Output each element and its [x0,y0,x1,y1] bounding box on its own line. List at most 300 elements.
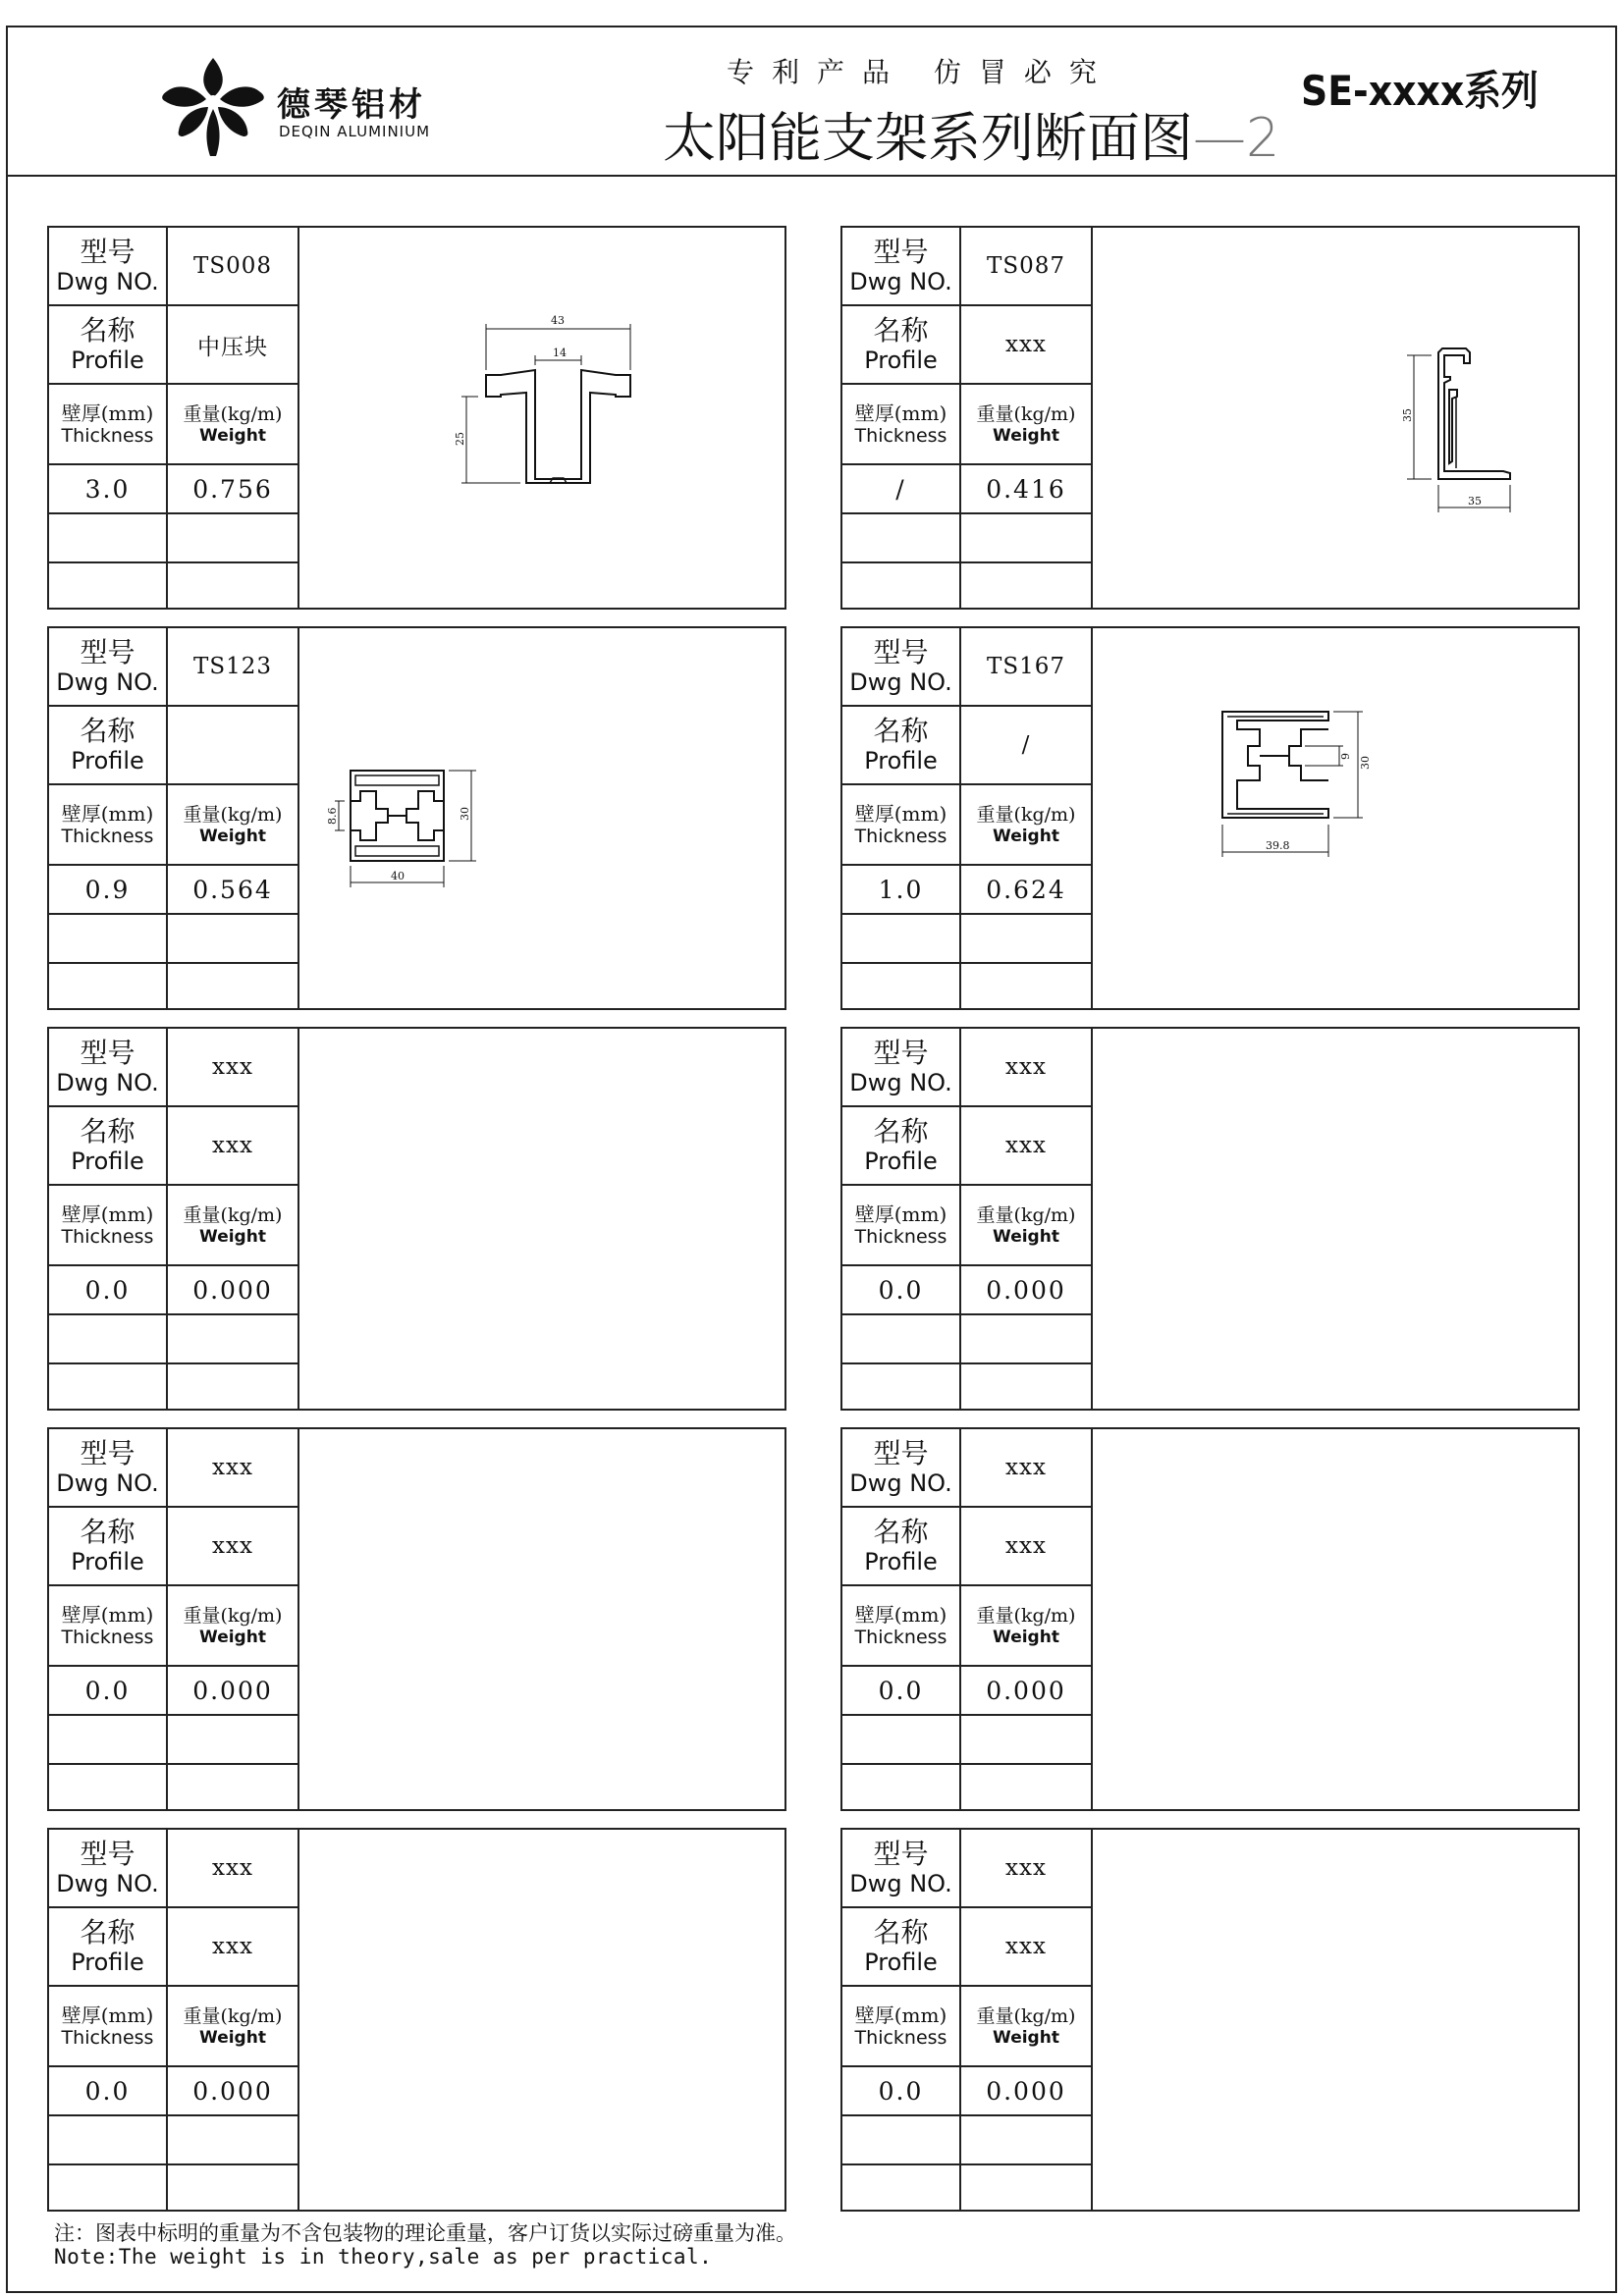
thickness-value-cell [842,866,961,913]
empty-cell [961,915,1091,962]
profile-label-en: Profile [71,1148,144,1175]
title-number: 2 [1246,107,1280,169]
spec-row [49,1765,298,1809]
weight-label-cn: 重量(kg/m) [976,1203,1076,1226]
empty-cell [168,915,298,962]
weight-label-en: Weight [199,1627,266,1647]
weight-label [961,1586,1091,1665]
spec-row [842,785,1091,866]
weight-label [168,1186,298,1264]
dwg-value-cell [168,628,298,705]
spec-row [49,915,298,964]
thickness-label-en: Thickness [854,2027,947,2049]
thickness-value-cell [49,1667,168,1714]
spec-row [842,964,1091,1008]
profile-label [49,707,168,783]
spec-table [842,1830,1093,2210]
empty-cell [168,2116,298,2163]
spec-row [842,1987,1091,2067]
profile-drawing-ts123 [299,628,784,1008]
weight-value-cell [961,1667,1091,1714]
profile-value: xxx [1005,1133,1047,1158]
thickness-value: 0.0 [878,2076,924,2106]
spec-row [49,2165,298,2210]
profile-label-en: Profile [864,747,938,774]
company-logo [157,54,442,162]
profile-card [840,226,1580,610]
empty-cell [842,2116,961,2163]
spec-row [842,306,1091,385]
dwg-label [842,1429,961,1506]
dim-slot: 9 [1339,753,1352,760]
dim-width: 43 [551,314,565,327]
footer-note-en: Note:The weight is in theory,sale as per practical. [54,2245,713,2269]
profile-label-cn: 名称 [80,715,135,747]
weight-value: 0.756 [192,474,273,504]
dwg-label-en: Dwg NO. [56,1069,159,1096]
thickness-label-cn: 壁厚(mm) [854,1202,947,1226]
profile-value-cell [168,1508,298,1584]
thickness-value: 0.0 [878,1676,924,1705]
title-separator: — [1193,107,1246,169]
thickness-value: / [895,474,906,504]
weight-value: 0.000 [986,1275,1066,1305]
spec-row [49,1716,298,1765]
weight-value: 0.000 [986,1676,1066,1705]
profile-label [49,1908,168,1985]
page-title-text: 太阳能支架系列断面图 [663,107,1193,169]
profile-card [840,1027,1580,1411]
profile-card [47,1828,786,2212]
spec-row [49,1830,298,1908]
spec-row [842,707,1091,785]
thickness-label-en: Thickness [61,826,154,847]
empty-cell [168,563,298,608]
thickness-value: 0.0 [84,1676,131,1705]
profile-label-en: Profile [864,347,938,374]
thickness-value-cell [49,1266,168,1313]
weight-label-cn: 重量(kg/m) [183,1203,283,1226]
spec-row [49,785,298,866]
dwg-value: TS008 [193,253,272,279]
dwg-value: TS167 [987,654,1065,679]
weight-label-en: Weight [199,826,266,846]
spec-row [842,563,1091,608]
spec-row [842,915,1091,964]
dwg-value: xxx [1005,1455,1047,1480]
weight-value: 0.000 [986,2076,1066,2106]
profile-label-cn: 名称 [80,1115,135,1148]
profile-label-en: Profile [71,1548,144,1575]
empty-cell [842,1364,961,1409]
weight-label-en: Weight [993,1226,1059,1247]
dim-width: 39.8 [1266,839,1290,852]
profile-label-en: Profile [71,347,144,374]
thickness-label-en: Thickness [854,425,947,447]
series-label: SE-xxxx系列 [1301,67,1539,115]
profile-label-en: Profile [864,1949,938,1976]
section-drawing-area [299,228,784,608]
dwg-label-en: Dwg NO. [56,668,159,696]
spec-row [842,1266,1091,1315]
thickness-label-en: Thickness [854,1627,947,1648]
thickness-label-en: Thickness [61,425,154,447]
spec-row [842,1029,1091,1107]
weight-label [961,385,1091,463]
dwg-value-cell [168,1029,298,1105]
weight-label [168,1586,298,1665]
weight-label-cn: 重量(kg/m) [976,1604,1076,1627]
dwg-value: xxx [1005,1855,1047,1881]
spec-row [49,2116,298,2165]
weight-value-cell [961,1266,1091,1313]
empty-cell [842,915,961,962]
dwg-label-cn: 型号 [80,1037,135,1069]
thickness-label-cn: 壁厚(mm) [854,401,947,425]
empty-cell [961,514,1091,561]
spec-row [49,866,298,915]
weight-label-en: Weight [993,1627,1059,1647]
dim-width: 35 [1468,495,1482,507]
empty-cell [49,514,168,561]
spec-row [842,1364,1091,1409]
profile-value: xxx [1005,1934,1047,1959]
thickness-label-en: Thickness [61,1627,154,1648]
spec-table [49,1429,299,1809]
thickness-label-en: Thickness [854,1226,947,1248]
weight-label-en: Weight [993,826,1059,846]
dwg-label-en: Dwg NO. [849,668,952,696]
profile-label-en: Profile [864,1548,938,1575]
weight-label-cn: 重量(kg/m) [183,1604,283,1627]
thickness-label-cn: 壁厚(mm) [61,1603,154,1627]
thickness-value-cell [842,465,961,512]
dwg-label-en: Dwg NO. [849,1469,952,1497]
dwg-label [842,628,961,705]
weight-label-en: Weight [199,2027,266,2048]
empty-cell [842,1315,961,1362]
dim-slot: 8.6 [326,807,339,825]
spec-row [49,1186,298,1266]
empty-cell [961,1315,1091,1362]
weight-value-cell [961,866,1091,913]
thickness-label-cn: 壁厚(mm) [61,802,154,826]
dim-height: 25 [454,432,466,446]
spec-row [49,228,298,306]
dim-height: 30 [459,807,471,821]
thickness-label-cn: 壁厚(mm) [854,2003,947,2027]
dim-height: 35 [1401,408,1414,422]
weight-label-en: Weight [993,2027,1059,2048]
weight-value-cell [168,1667,298,1714]
dwg-label-cn: 型号 [873,1838,929,1870]
dwg-label-cn: 型号 [80,236,135,268]
weight-value: 0.564 [192,875,273,904]
profile-label [842,1107,961,1184]
weight-label-en: Weight [199,425,266,446]
weight-label-cn: 重量(kg/m) [183,2004,283,2027]
profile-label-cn: 名称 [873,1516,929,1548]
footer-note-cn: 注：图表中标明的重量为不含包装物的理论重量，客户订货以实际过磅重量为准。 [54,2221,796,2245]
thickness-label [49,1987,168,2065]
dwg-value: xxx [212,1855,253,1881]
profile-label-cn: 名称 [80,314,135,347]
dwg-value: TS087 [987,253,1065,279]
dim-inner-width: 14 [553,347,567,359]
weight-label-en: Weight [993,425,1059,446]
profile-value-cell [961,306,1091,383]
section-drawing-area [1093,1830,1578,2210]
empty-cell [168,964,298,1008]
dim-width: 40 [391,870,405,882]
weight-value: 0.000 [192,1275,273,1305]
profile-drawing-ts008 [299,228,784,608]
spec-row [49,385,298,465]
spec-row [842,228,1091,306]
dwg-value: xxx [1005,1054,1047,1080]
dwg-value-cell [961,1830,1091,1906]
dwg-label-cn: 型号 [873,1437,929,1469]
thickness-value: 3.0 [84,474,131,504]
profile-drawing-ts087 [1093,228,1578,608]
dwg-label [49,1830,168,1906]
profile-label [49,1508,168,1584]
thickness-value-cell [49,866,168,913]
empty-cell [961,2116,1091,2163]
dwg-label-en: Dwg NO. [56,1870,159,1897]
dwg-label-en: Dwg NO. [56,1469,159,1497]
patent-slogan: 专利产品 仿冒必究 [727,56,1114,88]
dwg-label [842,1029,961,1105]
dwg-value-cell [168,1830,298,1906]
dwg-label-en: Dwg NO. [849,1870,952,1897]
section-drawing-area [299,1830,784,2210]
profile-label-cn: 名称 [80,1916,135,1949]
thickness-label-en: Thickness [854,826,947,847]
spec-row [49,1266,298,1315]
profile-value: xxx [212,1133,253,1158]
weight-label-cn: 重量(kg/m) [976,2004,1076,2027]
dwg-label-cn: 型号 [80,636,135,668]
thickness-label-cn: 壁厚(mm) [854,1603,947,1627]
flower-logo-icon [157,54,270,162]
dwg-value-cell [961,1029,1091,1105]
dwg-value-cell [168,1429,298,1506]
empty-cell [168,1716,298,1763]
profile-label [842,1908,961,1985]
dwg-label [49,1429,168,1506]
empty-cell [842,1716,961,1763]
weight-value-cell [168,2067,298,2114]
dwg-label-en: Dwg NO. [849,268,952,295]
spec-row [49,1508,298,1586]
dwg-label [49,1029,168,1105]
empty-cell [961,1364,1091,1409]
empty-cell [49,563,168,608]
thickness-label-cn: 壁厚(mm) [61,401,154,425]
empty-cell [168,1765,298,1809]
spec-row [49,1364,298,1409]
thickness-label [49,1186,168,1264]
spec-row [49,2067,298,2116]
profile-label [842,306,961,383]
weight-value-cell [168,866,298,913]
spec-row [49,563,298,608]
weight-label [961,1186,1091,1264]
weight-label [961,1987,1091,2065]
profile-value: / [1021,732,1031,758]
profile-card [840,1828,1580,2212]
thickness-label-en: Thickness [61,2027,154,2049]
empty-cell [168,1315,298,1362]
dwg-value-cell [168,228,298,304]
spec-table [49,628,299,1008]
spec-row [49,1029,298,1107]
section-drawing-area [1093,628,1578,1008]
thickness-value: 0.9 [84,875,131,904]
spec-row [842,465,1091,514]
profile-value-cell [168,1908,298,1985]
spec-row [49,628,298,707]
empty-cell [842,514,961,561]
weight-label [168,385,298,463]
weight-value-cell [961,2067,1091,2114]
profile-label [49,306,168,383]
dwg-label-cn: 型号 [80,1437,135,1469]
weight-label-cn: 重量(kg/m) [183,402,283,425]
empty-cell [168,1364,298,1409]
spec-row [49,465,298,514]
empty-cell [168,2165,298,2210]
dwg-value-cell [961,1429,1091,1506]
spec-row [842,1908,1091,1987]
spec-row [49,306,298,385]
profile-label-en: Profile [864,1148,938,1175]
empty-cell [49,915,168,962]
thickness-value: 0.0 [878,1275,924,1305]
spec-row [842,1586,1091,1667]
profile-label-cn: 名称 [873,1115,929,1148]
spec-table [49,1830,299,2210]
empty-cell [168,514,298,561]
thickness-label [842,1186,961,1264]
spec-row [842,1508,1091,1586]
weight-value-cell [961,465,1091,512]
profile-value: xxx [1005,332,1047,357]
thickness-value-cell [49,465,168,512]
profile-label [842,707,961,783]
page-title [663,96,1279,172]
profile-value: 中压块 [197,334,268,360]
thickness-label-cn: 壁厚(mm) [61,1202,154,1226]
weight-value-cell [168,465,298,512]
profile-card [47,1027,786,1411]
thickness-label [842,1987,961,2065]
dwg-value: xxx [212,1455,253,1480]
spec-row [49,1908,298,1987]
empty-cell [961,1765,1091,1809]
profile-value-cell [961,1508,1091,1584]
spec-row [842,1765,1091,1809]
spec-table [49,228,299,608]
spec-row [842,1667,1091,1716]
profile-value-cell [168,707,298,783]
empty-cell [842,563,961,608]
profile-value: xxx [212,1533,253,1559]
thickness-value-cell [842,1266,961,1313]
thickness-label-cn: 壁厚(mm) [61,2003,154,2027]
weight-label [168,785,298,864]
dwg-value: xxx [212,1054,253,1080]
spec-row [842,385,1091,465]
section-drawing-area [1093,1029,1578,1409]
dwg-label [842,228,961,304]
spec-table [842,1029,1093,1409]
spec-row [49,1315,298,1364]
dwg-label-en: Dwg NO. [849,1069,952,1096]
spec-table [842,628,1093,1008]
thickness-label [842,385,961,463]
section-drawing-area [299,1029,784,1409]
empty-cell [49,1364,168,1409]
section-drawing-area [299,628,784,1008]
brand-name-cn: 德琴铝材 [277,85,426,125]
spec-row [842,1429,1091,1508]
empty-cell [842,1765,961,1809]
weight-value: 0.000 [192,1676,273,1705]
spec-table [49,1029,299,1409]
spec-row [842,1107,1091,1186]
profile-card [840,626,1580,1010]
weight-label-en: Weight [199,1226,266,1247]
profile-label-cn: 名称 [873,314,929,347]
empty-cell [49,964,168,1008]
profile-value: xxx [212,1934,253,1959]
dwg-label [49,228,168,304]
spec-row [49,1586,298,1667]
empty-cell [49,1315,168,1362]
thickness-label [49,385,168,463]
profile-label-cn: 名称 [80,1516,135,1548]
empty-cell [961,2165,1091,2210]
weight-label [168,1987,298,2065]
thickness-label [49,1586,168,1665]
spec-row [842,866,1091,915]
empty-cell [961,563,1091,608]
dwg-label [842,1830,961,1906]
spec-row [49,964,298,1008]
weight-label-cn: 重量(kg/m) [976,402,1076,425]
dwg-label-cn: 型号 [80,1838,135,1870]
section-drawing-area [1093,1429,1578,1809]
dim-height: 30 [1359,756,1372,770]
spec-row [842,1186,1091,1266]
dwg-label [49,628,168,705]
thickness-value-cell [842,1667,961,1714]
brand-name-en: DEQIN ALUMINIUM [279,123,431,140]
empty-cell [49,1765,168,1809]
thickness-value: 1.0 [878,875,924,904]
profile-card [840,1427,1580,1811]
spec-row [842,2067,1091,2116]
thickness-value: 0.0 [84,2076,131,2106]
empty-cell [961,964,1091,1008]
spec-table [842,1429,1093,1809]
thickness-label [842,1586,961,1665]
spec-row [842,2116,1091,2165]
weight-label [961,785,1091,864]
spec-row [842,1830,1091,1908]
